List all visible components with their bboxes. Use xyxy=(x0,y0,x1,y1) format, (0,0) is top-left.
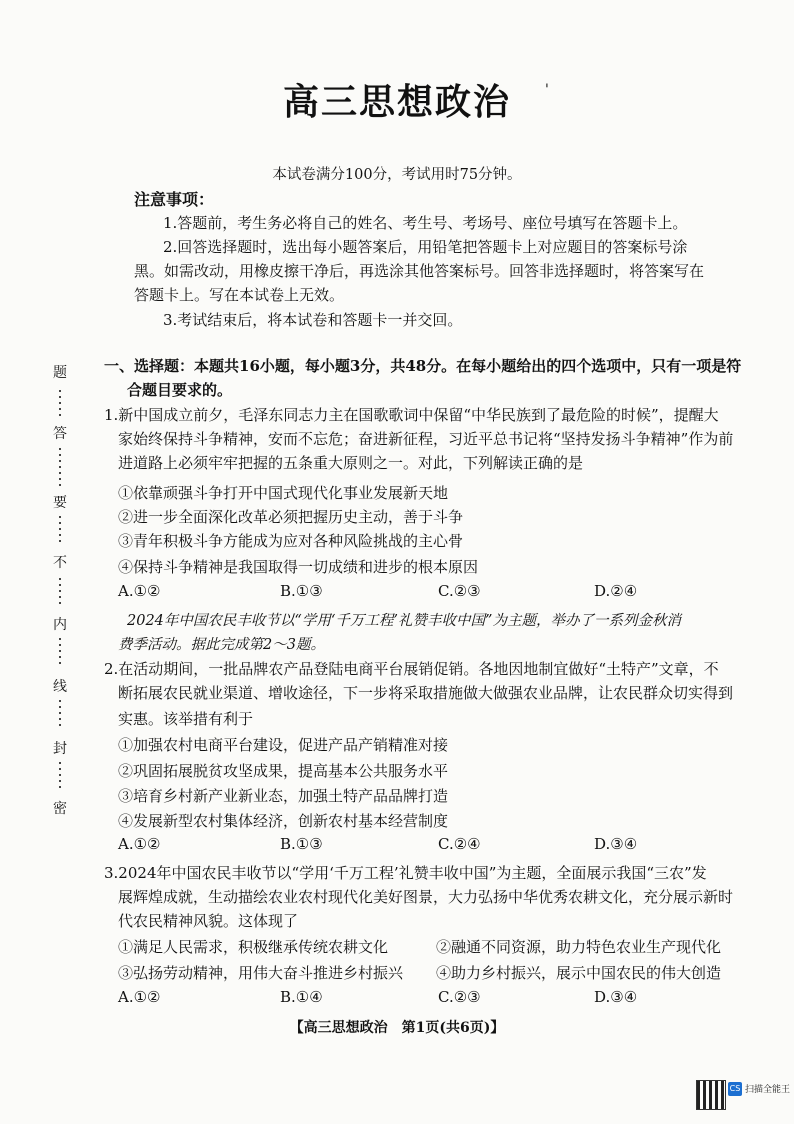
binding-line-strip xyxy=(48,340,72,840)
q3-option-a: A.①② xyxy=(118,988,161,1006)
notice-line-3: 黑。如需改动，用橡皮擦干净后，再选涂其他答案标号。回答非选择题时，将答案写在 xyxy=(134,262,705,280)
q1-option-b: B.①③ xyxy=(280,582,323,600)
q2-option-d: D.③④ xyxy=(594,835,638,853)
q2-statement-4: ④发展新型农村集体经济，创新农村基本经营制度 xyxy=(118,812,449,830)
dotted-line xyxy=(59,762,61,790)
side-char: 线 xyxy=(53,679,67,695)
q1-stem-2: 家始终保持斗争精神，安而不忘危；奋进新征程，习近平总书记将“坚持发扬斗争精神”作为前 xyxy=(118,430,734,448)
q2-option-a: A.①② xyxy=(118,835,161,853)
q3-option-b: B.①④ xyxy=(280,988,323,1006)
q1-statement-2: ②进一步全面深化改革必须把握历史主动，善于斗争 xyxy=(118,508,464,526)
side-char: 题 xyxy=(53,365,67,381)
dotted-line xyxy=(59,516,61,544)
q3-option-d: D.③④ xyxy=(594,988,638,1006)
q2-statement-3: ③培育乡村新产业新业态，加强土特产品品牌打造 xyxy=(118,787,449,805)
q3-statement-3: ③弘扬劳动精神，用伟大奋斗推进乡村振兴 xyxy=(118,964,404,982)
q1-statement-3: ③青年积极斗争方能成为应对各种风险挑战的主心骨 xyxy=(118,532,464,550)
q1-stem-1: 1.新中国成立前夕，毛泽东同志力主在国歌歌词中保留“中华民族到了最危险的时候”，提醒大 xyxy=(104,406,719,424)
q1-option-c: C.②③ xyxy=(438,582,481,600)
side-char: 要 xyxy=(53,495,67,511)
q1-option-a: A.①② xyxy=(118,582,161,600)
q2-stem-1: 2.在活动期间，一批品牌农产品登陆电商平台展销促销。各地因地制宜做好“土特产”文章，不 xyxy=(104,660,719,678)
notice-line-2: 2.回答选择题时，选出每小题答案后，用铅笔把答题卡上对应题目的答案标号涂 xyxy=(163,238,688,256)
q2-stem-3: 实惠。该举措有利于 xyxy=(118,710,254,728)
q3-stem-3: 代农民精神风貌。这体现了 xyxy=(118,912,299,930)
material-line-2: 费季活动。据此完成第2～3题。 xyxy=(118,637,325,653)
title-mark: ' xyxy=(545,82,549,98)
q3-option-c: C.②③ xyxy=(438,988,481,1006)
notice-line-1: 1.答题前，考生务必将自己的姓名、考生号、考场号、座位号填写在答题卡上。 xyxy=(163,214,688,232)
q2-stem-2: 断拓展农民就业渠道、增收途径，下一步将采取措施做大做强农业品牌，让农民群众切实得到 xyxy=(118,684,734,702)
dotted-line xyxy=(59,638,61,668)
page-title: 高三思想政治 xyxy=(282,81,511,123)
q2-option-c: C.②④ xyxy=(438,835,481,853)
side-char: 不 xyxy=(53,555,67,571)
side-char: 密 xyxy=(53,801,67,817)
q2-statement-1: ①加强农村电商平台建设，促进产品产销精准对接 xyxy=(118,736,449,754)
q1-option-d: D.②④ xyxy=(594,582,638,600)
section-heading-cont: 合题目要求的。 xyxy=(127,381,233,399)
q3-stem-2: 展辉煌成就，生动描绘农业农村现代化美好图景，大力弘扬中华优秀农耕文化，充分展示新时 xyxy=(118,888,734,906)
page-footer: 【高三思想政治 第1页(共6页)】 xyxy=(289,1020,505,1036)
q2-option-b: B.①③ xyxy=(280,835,323,853)
side-char: 封 xyxy=(53,741,67,757)
q1-statement-1: ①依靠顽强斗争打开中国式现代化事业发展新天地 xyxy=(118,484,449,502)
dotted-line xyxy=(59,700,61,730)
material-line-1: 2024年中国农民丰收节以“学用‘千万工程’礼赞丰收中国”为主题，举办了一系列金秋消 xyxy=(127,613,681,629)
q3-statement-1: ①满足人民需求，积极继承传统农耕文化 xyxy=(118,938,389,956)
q3-stem-1: 3.2024年中国农民丰收节以“学用‘千万工程’礼赞丰收中国”为主题，全面展示我国“三农”发 xyxy=(104,864,707,882)
qr-code-icon xyxy=(696,1080,726,1110)
dotted-line xyxy=(59,578,61,606)
dotted-line xyxy=(59,448,61,486)
notice-heading: 注意事项： xyxy=(134,190,215,209)
q3-statement-2: ②融通不同资源，助力特色农业生产现代化 xyxy=(436,938,722,956)
section-heading: 一、选择题：本题共16小题，每小题3分，共48分。在每小题给出的四个选项中，只有一项是符 xyxy=(104,357,742,375)
q2-statement-2: ②巩固拓展脱贫攻坚成果，提高基本公共服务水平 xyxy=(118,762,449,780)
notice-line-5: 3.考试结束后，将本试卷和答题卡一并交回。 xyxy=(163,311,463,329)
q1-stem-3: 进道路上必须牢牢把握的五条重大原则之一。对此，下列解读正确的是 xyxy=(118,454,584,472)
exam-info: 本试卷满分100分，考试用时75分钟。 xyxy=(272,167,522,183)
notice-line-4: 答题卡上。写在本试卷上无效。 xyxy=(134,286,345,304)
q1-statement-4: ④保持斗争精神是我国取得一切成绩和进步的根本原因 xyxy=(118,558,479,576)
q3-statement-4: ④助力乡村振兴，展示中国农民的伟大创造 xyxy=(436,964,722,982)
scanner-watermark: 扫描全能王 xyxy=(745,1085,791,1095)
dotted-line xyxy=(59,390,61,420)
scanner-logo-icon: CS xyxy=(728,1082,742,1096)
side-char: 答 xyxy=(53,426,67,442)
side-char: 内 xyxy=(53,617,67,633)
